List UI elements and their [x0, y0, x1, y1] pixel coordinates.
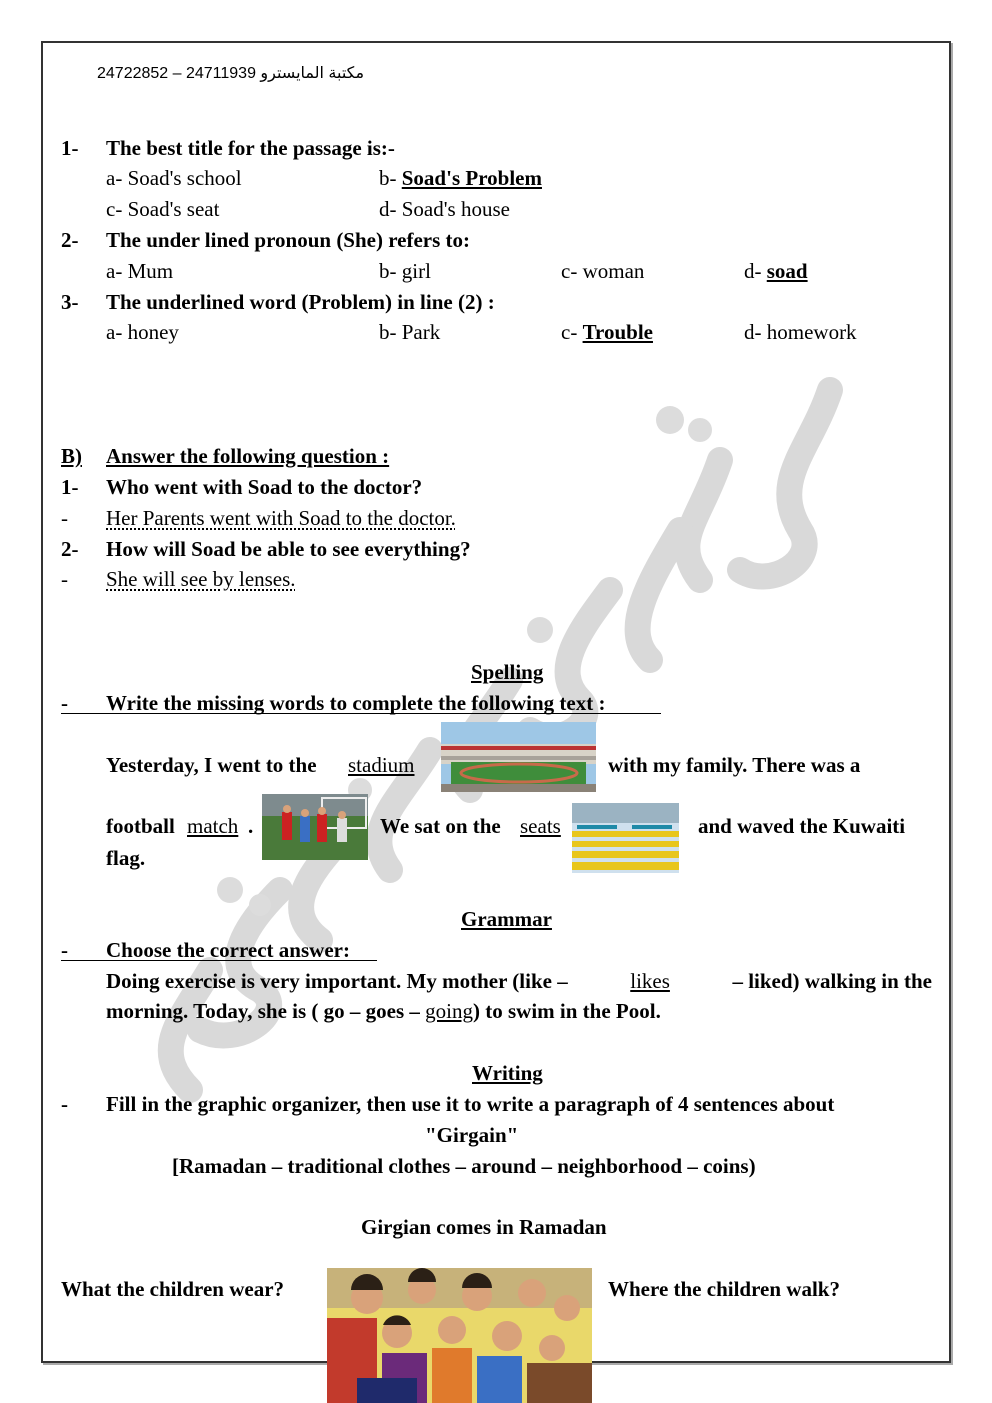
q1-number: 1- — [61, 136, 79, 160]
writing-word-bank: [Ramadan – traditional clothes – around – neighborhood – coins) — [172, 1154, 756, 1178]
q1-option-d: d- Soad's house — [379, 197, 510, 221]
writing-topic: "Girgain" — [425, 1123, 519, 1147]
q1-answer: Soad's Problem — [401, 166, 542, 190]
spelling-line3: flag. — [106, 846, 146, 870]
spelling-dash: - — [61, 691, 68, 715]
grammar-line2-b: ) to swim in the Pool. — [473, 999, 661, 1023]
girgain-children-image — [327, 1268, 592, 1403]
grammar-instruction: Choose the correct answer: — [106, 938, 350, 962]
q1-option-c: c- Soad's seat — [106, 197, 220, 221]
header-phone: 24722852 – 24711939 مكتبة المايسترو — [97, 65, 365, 82]
organizer-right-question: Where the children walk? — [608, 1277, 840, 1301]
writing-dash: - — [61, 1092, 68, 1116]
q2-option-d: d- soad — [744, 259, 808, 283]
spelling-instruction: Write the missing words to complete the following text : — [106, 691, 606, 715]
spelling-dot: . — [248, 814, 254, 838]
q3-option-c: c- Trouble — [561, 320, 653, 344]
q3-answer: Trouble — [582, 320, 653, 344]
b-q2-answer: She will see by lenses. — [106, 567, 296, 591]
spelling-line2-mid: We sat on the — [380, 814, 501, 838]
section-b-label: B) — [61, 444, 82, 468]
b-q2-dash: - — [61, 567, 68, 591]
writing-instruction: Fill in the graphic organizer, then use it to write a paragraph of 4 sentences about — [106, 1092, 835, 1116]
organizer-left-question: What the children wear? — [61, 1277, 285, 1301]
q3-question: The underlined word (Problem) in line (2) : — [106, 290, 495, 314]
grammar-line1-a: Doing exercise is very important. My mother (like – — [106, 969, 568, 993]
spelling-line1-start: Yesterday, I went to the — [106, 753, 317, 777]
spelling-line2-start: football — [106, 814, 175, 838]
q1-option-b: b- Soad's Problem — [379, 166, 542, 190]
spelling-line2-end: and waved the Kuwaiti — [698, 814, 906, 838]
q3-option-d: d- homework — [744, 320, 857, 344]
q2-question: The under lined pronoun (She) refers to: — [106, 228, 471, 252]
q1-question: The best title for the passage is:- — [106, 136, 395, 160]
q2-option-b: b- girl — [379, 259, 431, 283]
spelling-answer-stadium: stadium — [348, 753, 415, 777]
football-match-image — [262, 794, 368, 860]
grammar-line1-b: – liked) walking in the — [732, 969, 932, 993]
q1-option-a: a- Soad's school — [106, 166, 242, 190]
spelling-title: Spelling — [471, 660, 544, 684]
b-q1-answer: Her Parents went with Soad to the doctor. — [106, 506, 456, 530]
section-b-heading: Answer the following question : — [106, 444, 390, 468]
b-q2-number: 2- — [61, 537, 79, 561]
organizer-title: Girgian comes in Ramadan — [361, 1215, 607, 1239]
q2-option-c: c- woman — [561, 259, 645, 283]
grammar-answer-going: going — [425, 999, 473, 1023]
grammar-line2 — [106, 999, 661, 1023]
writing-title: Writing — [472, 1061, 543, 1085]
grammar-line2-a: morning. Today, she is ( go – goes – — [106, 999, 420, 1023]
grammar-line1 — [106, 969, 932, 993]
b-q1-number: 1- — [61, 475, 79, 499]
q3-number: 3- — [61, 290, 79, 314]
q2-option-a: a- Mum — [106, 259, 174, 283]
grammar-answer-likes: likes — [630, 969, 670, 993]
spelling-line1-end: with my family. There was a — [608, 753, 861, 777]
spelling-answer-match: match — [187, 814, 239, 838]
stadium-image — [441, 722, 596, 792]
grammar-dash: - — [61, 938, 68, 962]
q2-answer: soad — [766, 259, 808, 283]
b-q1-question: Who went with Soad to the doctor? — [106, 475, 423, 499]
q3-option-a: a- honey — [106, 320, 179, 344]
b-q2-question: How will Soad be able to see everything? — [106, 537, 471, 561]
grammar-title: Grammar — [461, 907, 552, 931]
q2-number: 2- — [61, 228, 79, 252]
q3-option-b: b- Park — [379, 320, 441, 344]
stadium-seats-image — [572, 803, 679, 873]
b-q1-dash: - — [61, 506, 68, 530]
spelling-answer-seats: seats — [520, 814, 561, 838]
